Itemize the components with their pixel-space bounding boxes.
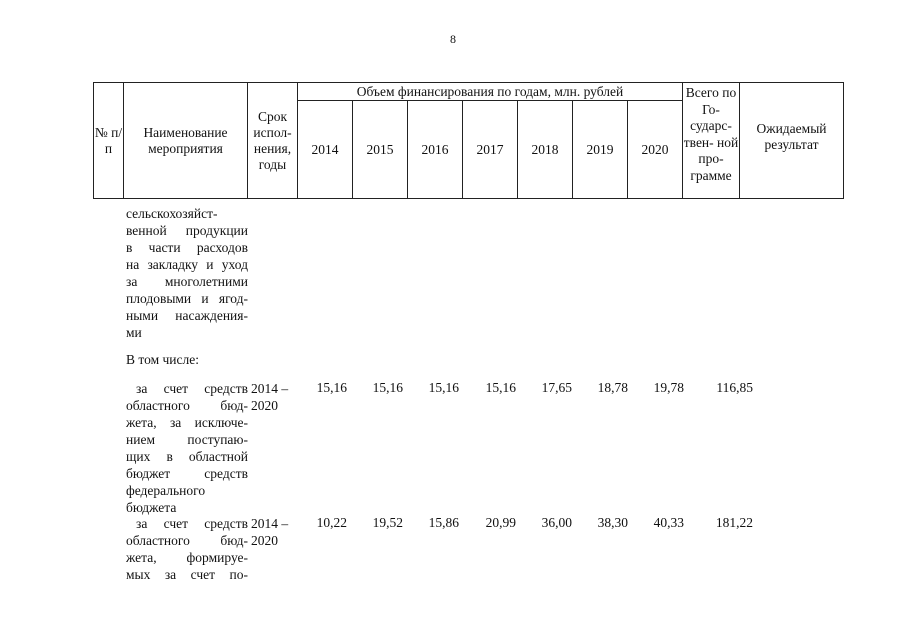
text-line: за счет средств [136,516,248,531]
term-line: 2014 – [251,516,289,531]
value-cell: 19,78 [653,380,684,395]
text-line: нием поступаю- [126,432,248,447]
header-year: 2019 [573,101,628,199]
header-year: 2017 [463,101,518,199]
text-line: за многолетними [126,274,248,289]
header-name: Наименование мероприятия [124,83,248,199]
header-year: 2016 [408,101,463,199]
text-line: ными насаждения- [126,308,248,323]
text-line: ми [126,325,142,340]
header-year: 2020 [628,101,683,199]
text-line: федерального [126,483,206,498]
text-line: жета, за исключе- [126,415,248,430]
row-term [251,380,299,414]
header-funding: Объем финансирования по годам, млн. рублей [298,83,683,101]
text-line: бюджета [126,500,177,515]
row-name [126,515,248,583]
text-line: за счет средств [136,381,248,396]
row-name [126,380,248,516]
text-line: областного бюд- [126,398,248,413]
value-cell: 15,16 [485,380,516,395]
value-cell: 17,65 [541,380,572,395]
total-cell: 116,85 [716,380,753,395]
continuation-text [126,205,248,341]
term-line: 2020 [251,398,278,413]
text-line: в части расходов [126,240,248,255]
value-cell: 40,33 [653,515,684,530]
text-line: бюджет средств [126,466,248,481]
value-cell: 10,22 [316,515,347,530]
table-header [93,82,844,199]
term-line: 2014 – [251,381,289,396]
total-cell: 181,22 [715,515,753,530]
value-cell: 36,00 [541,515,572,530]
value-cell: 15,16 [372,380,403,395]
text-line: плодовыми и ягод- [126,291,248,306]
header-result: Ожидаемый результат [740,83,844,199]
value-cell: 15,16 [428,380,459,395]
text-line: областного бюд- [126,533,248,548]
section-label: В том числе: [126,352,199,367]
value-cell: 19,52 [372,515,403,530]
page-number: 8 [450,32,456,46]
text-line: сельскохозяйст- [126,206,218,221]
header-total: Всего по Го- сударс- твен- ной про- грамме [683,83,740,199]
header-num: № п/п [94,83,124,199]
term-line: 2020 [251,533,278,548]
header-term: Срок испол- нения, годы [248,83,298,199]
header-year: 2018 [518,101,573,199]
text-line: венной продукции [126,223,248,238]
header-year: 2014 [298,101,353,199]
text-line: на закладку и уход [126,257,248,272]
text-line: мых за счет по- [126,567,248,582]
text-line: щих в областной [126,449,248,464]
value-cell: 38,30 [597,515,628,530]
row-term [251,515,299,549]
header-year: 2015 [353,101,408,199]
value-cell: 20,99 [485,515,516,530]
text-line: жета, формируе- [126,550,248,565]
value-cell: 15,86 [428,515,459,530]
value-cell: 15,16 [316,380,347,395]
value-cell: 18,78 [597,380,628,395]
